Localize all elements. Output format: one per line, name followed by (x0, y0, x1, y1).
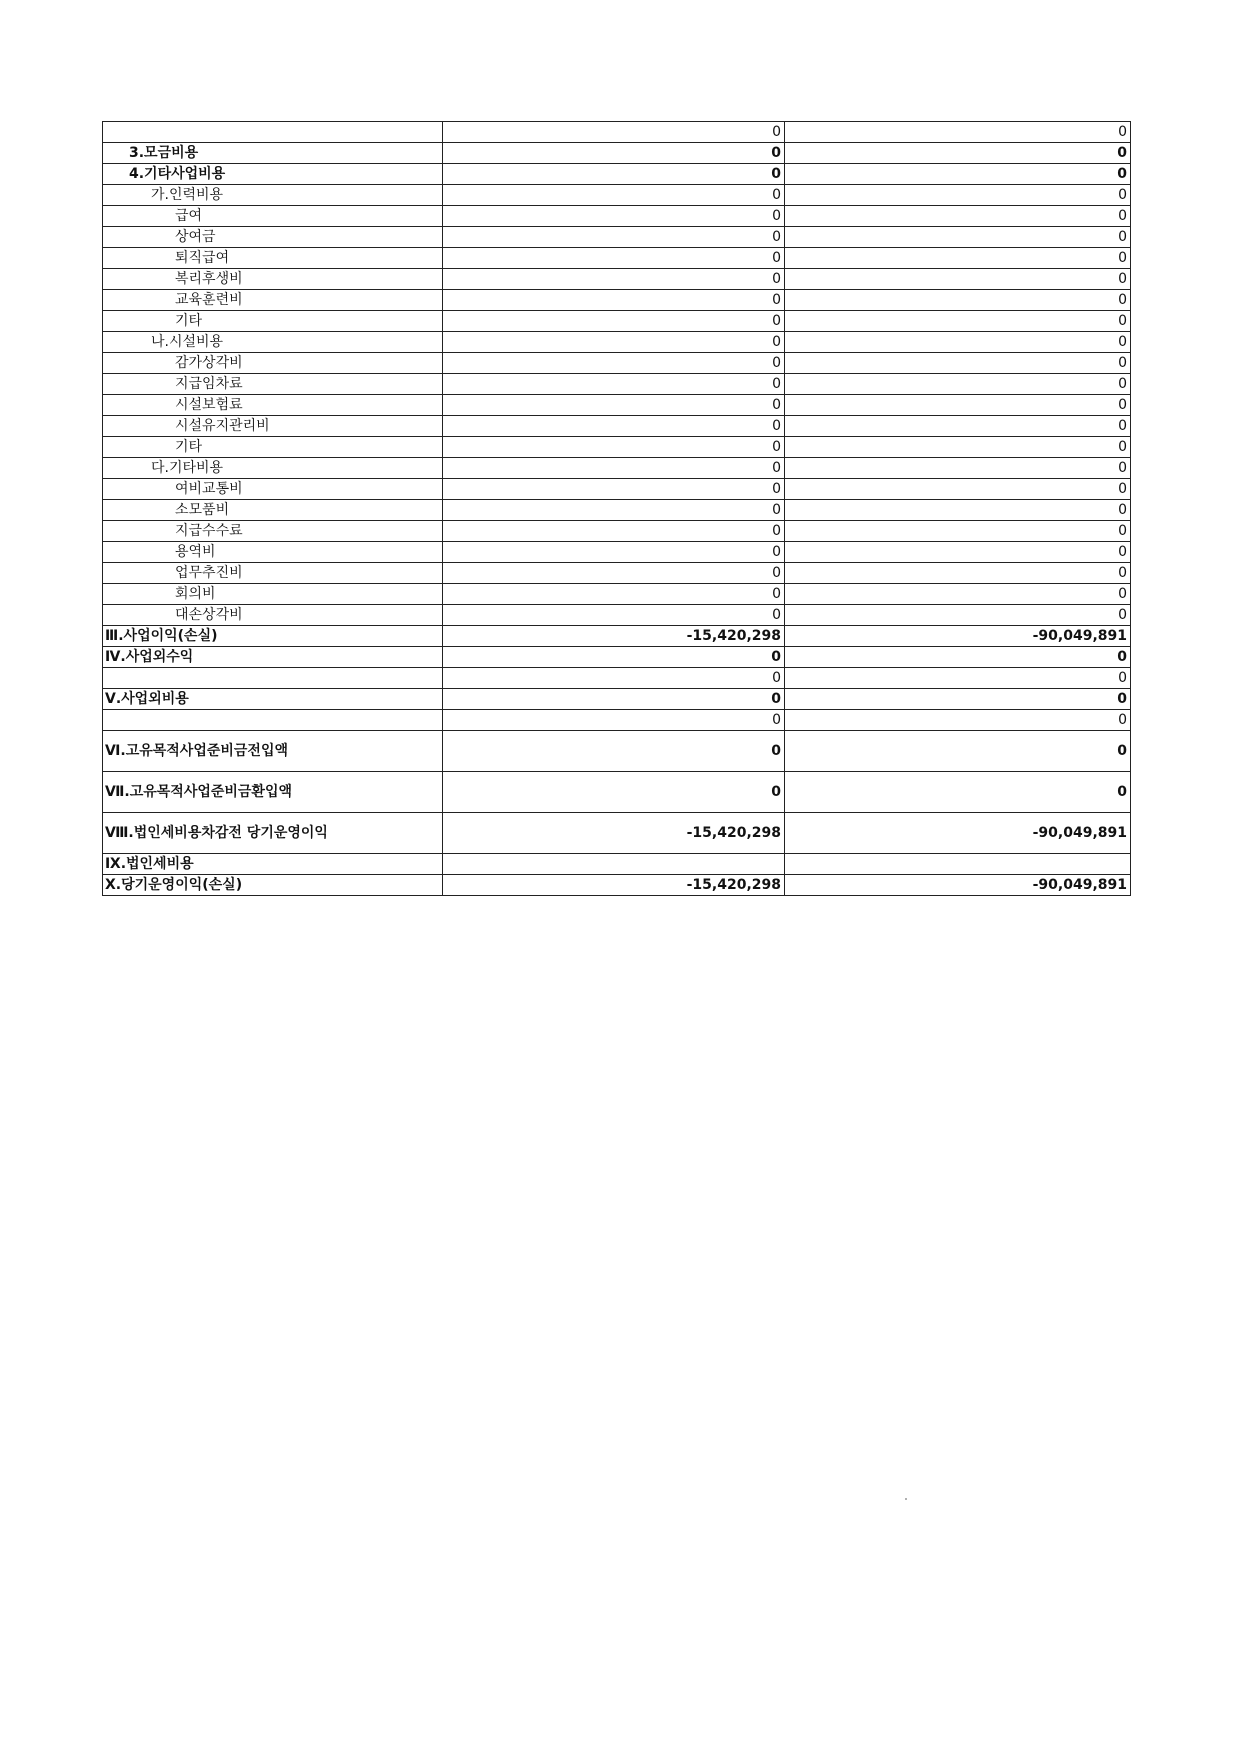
row-label: 다.기타비용 (103, 458, 443, 479)
prior-year-amount: 0 (785, 122, 1131, 143)
row-label: 3.모금비용 (103, 143, 443, 164)
row-label: 기타 (103, 311, 443, 332)
current-year-amount: 0 (443, 731, 785, 772)
row-label (103, 710, 443, 731)
current-year-amount: 0 (443, 479, 785, 500)
prior-year-amount: 0 (785, 269, 1131, 290)
prior-year-amount: 0 (785, 311, 1131, 332)
current-year-amount (443, 854, 785, 875)
prior-year-amount: 0 (785, 542, 1131, 563)
prior-year-amount: 0 (785, 647, 1131, 668)
current-year-amount: 0 (443, 605, 785, 626)
row-label: 소모품비 (103, 500, 443, 521)
current-year-amount: 0 (443, 521, 785, 542)
prior-year-amount: -90,049,891 (785, 813, 1131, 854)
current-year-amount: 0 (443, 563, 785, 584)
table-row (103, 185, 1131, 206)
table-row (103, 689, 1131, 710)
table-row (103, 416, 1131, 437)
current-year-amount: 0 (443, 269, 785, 290)
table-row (103, 647, 1131, 668)
row-label: 나.시설비용 (103, 332, 443, 353)
row-label: Ⅸ.법인세비용 (103, 854, 443, 875)
prior-year-amount: 0 (785, 143, 1131, 164)
current-year-amount: 0 (443, 458, 785, 479)
table-row (103, 813, 1131, 854)
table-row (103, 731, 1131, 772)
table-row (103, 122, 1131, 143)
row-label: 급여 (103, 206, 443, 227)
table-row (103, 437, 1131, 458)
current-year-amount: 0 (443, 668, 785, 689)
current-year-amount: 0 (443, 227, 785, 248)
current-year-amount: 0 (443, 248, 785, 269)
current-year-amount: 0 (443, 122, 785, 143)
prior-year-amount (785, 854, 1131, 875)
table-row (103, 479, 1131, 500)
row-label: 기타 (103, 437, 443, 458)
prior-year-amount: 0 (785, 689, 1131, 710)
table-row (103, 227, 1131, 248)
current-year-amount: 0 (443, 206, 785, 227)
table-row (103, 395, 1131, 416)
table-row (103, 772, 1131, 813)
row-label: 감가상각비 (103, 353, 443, 374)
row-label: Ⅲ.사업이익(손실) (103, 626, 443, 647)
current-year-amount: -15,420,298 (443, 875, 785, 896)
table-row (103, 668, 1131, 689)
prior-year-amount: 0 (785, 563, 1131, 584)
table-row (103, 353, 1131, 374)
table-row (103, 500, 1131, 521)
prior-year-amount: 0 (785, 668, 1131, 689)
current-year-amount: 0 (443, 290, 785, 311)
row-label: 교육훈련비 (103, 290, 443, 311)
row-label: 시설보험료 (103, 395, 443, 416)
current-year-amount: 0 (443, 647, 785, 668)
row-label: 4.기타사업비용 (103, 164, 443, 185)
current-year-amount: -15,420,298 (443, 626, 785, 647)
prior-year-amount: 0 (785, 248, 1131, 269)
table-row (103, 605, 1131, 626)
current-year-amount: 0 (443, 311, 785, 332)
prior-year-amount: 0 (785, 772, 1131, 813)
row-label: 용역비 (103, 542, 443, 563)
row-label: Ⅶ.고유목적사업준비금환입액 (103, 772, 443, 813)
prior-year-amount: 0 (785, 332, 1131, 353)
row-label: 지급수수료 (103, 521, 443, 542)
row-label (103, 668, 443, 689)
row-label (103, 122, 443, 143)
table-row (103, 290, 1131, 311)
prior-year-amount: 0 (785, 185, 1131, 206)
row-label: Ⅵ.고유목적사업준비금전입액 (103, 731, 443, 772)
table-row (103, 584, 1131, 605)
table-row (103, 248, 1131, 269)
table-row (103, 311, 1131, 332)
prior-year-amount: 0 (785, 164, 1131, 185)
current-year-amount: 0 (443, 689, 785, 710)
statement-table (102, 121, 1131, 896)
table-row (103, 458, 1131, 479)
current-year-amount: 0 (443, 332, 785, 353)
prior-year-amount: 0 (785, 353, 1131, 374)
prior-year-amount: 0 (785, 206, 1131, 227)
row-label: 지급임차료 (103, 374, 443, 395)
prior-year-amount: 0 (785, 479, 1131, 500)
row-label: 퇴직급여 (103, 248, 443, 269)
table-row (103, 269, 1131, 290)
prior-year-amount: 0 (785, 290, 1131, 311)
row-label: 대손상각비 (103, 605, 443, 626)
prior-year-amount: 0 (785, 605, 1131, 626)
current-year-amount: 0 (443, 185, 785, 206)
prior-year-amount: 0 (785, 584, 1131, 605)
current-year-amount: 0 (443, 772, 785, 813)
table-row (103, 332, 1131, 353)
current-year-amount: 0 (443, 395, 785, 416)
prior-year-amount: 0 (785, 500, 1131, 521)
table-row (103, 875, 1131, 896)
prior-year-amount: -90,049,891 (785, 875, 1131, 896)
current-year-amount: -15,420,298 (443, 813, 785, 854)
prior-year-amount: 0 (785, 731, 1131, 772)
table-row (103, 164, 1131, 185)
table-row (103, 542, 1131, 563)
prior-year-amount: 0 (785, 395, 1131, 416)
row-label: 여비교통비 (103, 479, 443, 500)
table-row (103, 854, 1131, 875)
table-row (103, 374, 1131, 395)
row-label: Ⅳ.사업외수익 (103, 647, 443, 668)
table-row (103, 521, 1131, 542)
current-year-amount: 0 (443, 710, 785, 731)
table-row (103, 710, 1131, 731)
row-label: 복리후생비 (103, 269, 443, 290)
prior-year-amount: -90,049,891 (785, 626, 1131, 647)
prior-year-amount: 0 (785, 458, 1131, 479)
current-year-amount: 0 (443, 164, 785, 185)
current-year-amount: 0 (443, 353, 785, 374)
row-label: Ⅷ.법인세비용차감전 당기운영이익 (103, 813, 443, 854)
table-row (103, 143, 1131, 164)
row-label: 상여금 (103, 227, 443, 248)
row-label: 시설유지관리비 (103, 416, 443, 437)
prior-year-amount: 0 (785, 710, 1131, 731)
statement-table-body (103, 122, 1131, 896)
row-label: 회의비 (103, 584, 443, 605)
current-year-amount: 0 (443, 542, 785, 563)
table-row (103, 563, 1131, 584)
current-year-amount: 0 (443, 500, 785, 521)
prior-year-amount: 0 (785, 521, 1131, 542)
row-label: 업무추진비 (103, 563, 443, 584)
current-year-amount: 0 (443, 416, 785, 437)
current-year-amount: 0 (443, 584, 785, 605)
prior-year-amount: 0 (785, 374, 1131, 395)
table-row (103, 206, 1131, 227)
row-label: Ⅴ.사업외비용 (103, 689, 443, 710)
current-year-amount: 0 (443, 374, 785, 395)
current-year-amount: 0 (443, 143, 785, 164)
prior-year-amount: 0 (785, 437, 1131, 458)
row-label: Ⅹ.당기운영이익(손실) (103, 875, 443, 896)
row-label: 가.인력비용 (103, 185, 443, 206)
prior-year-amount: 0 (785, 227, 1131, 248)
prior-year-amount: 0 (785, 416, 1131, 437)
table-row (103, 626, 1131, 647)
scan-speck (905, 1498, 907, 1500)
current-year-amount: 0 (443, 437, 785, 458)
